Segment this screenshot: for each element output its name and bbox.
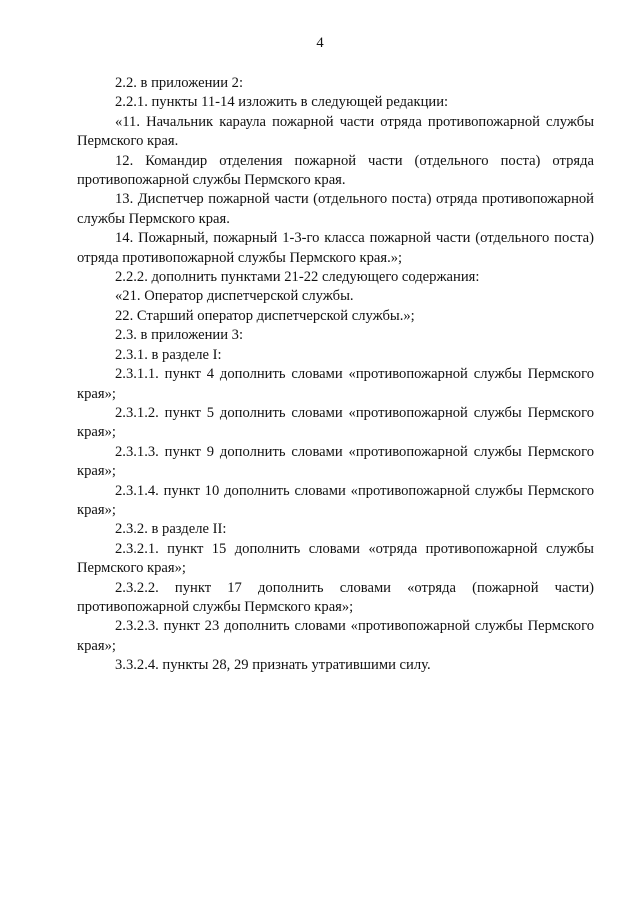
paragraph: 12. Командир отделения пожарной части (отдельного поста) отряда противопожарной службы Пермского края. xyxy=(77,152,594,189)
paragraph: 2.3.2. в разделе II: xyxy=(115,521,227,538)
paragraph: 3.3.2.4. пункты 28, 29 признать утратившими силу. xyxy=(115,657,431,674)
paragraph: 2.3.2.1. пункт 15 дополнить словами «отряда противопожарной службы Пермского края»; xyxy=(77,540,594,577)
page-number: 4 xyxy=(316,35,324,51)
paragraph: «11. Начальник караула пожарной части отряда противопожарной службы Пермского края. xyxy=(77,113,594,150)
paragraph: 2.3.1.4. пункт 10 дополнить словами «противопожарной службы Пермского края»; xyxy=(77,482,594,518)
paragraph: 2.3.1. в разделе I: xyxy=(115,346,222,363)
paragraph: 2.3.1.1. пункт 4 дополнить словами «противопожарной службы Пермского края»; xyxy=(77,366,594,402)
paragraph: 2.2.1. пункты 11-14 изложить в следующей редакции: xyxy=(115,94,449,111)
paragraph: 2.2. в приложении 2: xyxy=(115,75,244,91)
paragraph: 2.2.2. дополнить пунктами 21-22 следующего содержания: xyxy=(115,269,480,286)
paragraph: 22. Старший оператор диспетчерской службы.»; xyxy=(115,307,415,324)
paragraph: «21. Оператор диспетчерской службы. xyxy=(115,288,354,305)
paragraph: 2.3.2.2. пункт 17 дополнить словами «отряда (пожарной части) противопожарной службы Пермского края»; xyxy=(77,579,594,615)
document-body xyxy=(77,74,594,676)
paragraph: 2.3.1.2. пункт 5 дополнить словами «противопожарной службы Пермского края»; xyxy=(77,404,594,441)
paragraph: 2.3.2.3. пункт 23 дополнить словами «противопожарной службы Пермского края»; xyxy=(77,618,594,654)
paragraph: 14. Пожарный, пожарный 1-3-го класса пожарной части (отдельного поста) отряда противопожарной службы Пермского края.»; xyxy=(77,230,594,266)
paragraph: 2.3.1.3. пункт 9 дополнить словами «противопожарной службы Пермского края»; xyxy=(77,443,594,480)
paragraph: 2.3. в приложении 3: xyxy=(115,327,244,344)
paragraph: 13. Диспетчер пожарной части (отдельного поста) отряда противопожарной службы Пермского края. xyxy=(77,191,594,227)
